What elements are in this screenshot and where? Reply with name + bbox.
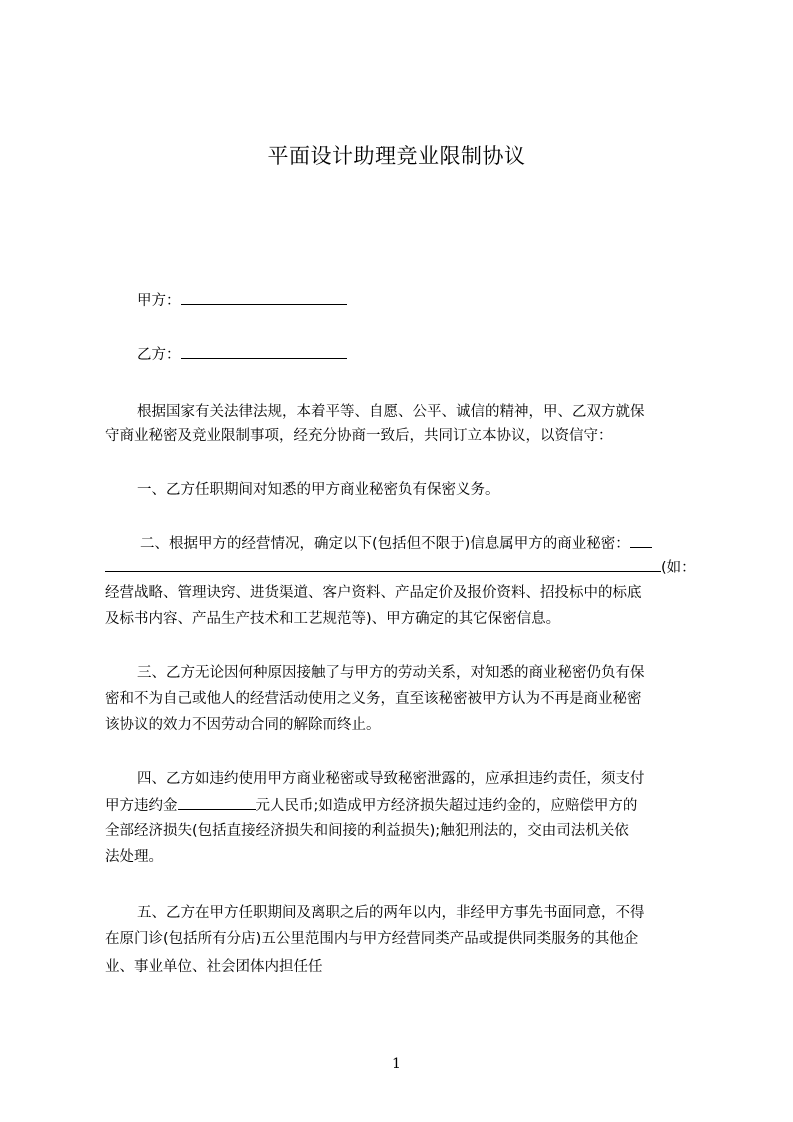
clause-3-line-3: 该协议的效力不因劳动合同的解除而终止。 — [105, 717, 381, 733]
clause-4-line-3: 全部经济损失(包括直接经济损失和间接的利益损失);触犯刑法的，交由司法机关依 — [105, 823, 629, 839]
clause-4-penalty-blank — [178, 795, 256, 810]
clause-4-post: 元人民币;如造成甲方经济损失超过违约金的，应赔偿甲方的 — [255, 798, 638, 814]
document-title: 平面设计助理竞业限制协议 — [267, 144, 526, 168]
clause-5-line-2: 在原门诊(包括所有分店)五公里范围内与甲方经营同类产品或提供同类服务的其他企 — [105, 931, 639, 947]
clause-3-line-1: 三、乙方无论因何种原因接触了与甲方的劳动关系，对知悉的商业秘密仍负有保 — [137, 665, 645, 681]
clause-1-line-1: 一、乙方任职期间对知悉的甲方商业秘密负有保密义务。 — [137, 482, 500, 498]
page-number: 1 — [392, 1056, 401, 1072]
clause-2-tail: (如： — [661, 560, 696, 576]
party-a-line — [137, 290, 347, 311]
clause-2-blank-b — [105, 557, 661, 572]
party-b-label: 乙方： — [137, 347, 181, 363]
party-a-blank — [181, 290, 347, 305]
clause-4-line-4: 法处理。 — [105, 849, 163, 865]
clause-2-line-2 — [105, 557, 696, 578]
clause-3-line-2: 密和不为自己或他人的经营活动使用之义务，直至该秘密被甲方认为不再是商业秘密 — [105, 691, 642, 707]
clause-4-line-2 — [105, 795, 637, 816]
clause-4-line-1: 四、乙方如违约使用甲方商业秘密或导致秘密泄露的，应承担违约责任，须支付 — [137, 771, 645, 787]
clause-2-line-1 — [140, 533, 652, 554]
clause-5-line-3: 业、事业单位、社会团体内担任任 — [105, 959, 323, 975]
clause-2-line-4: 及标书内容、产品生产技术和工艺规范等)、甲方确定的其它保密信息。 — [105, 611, 561, 627]
clause-5-line-1: 五、乙方在甲方任职期间及离职之后的两年以内，非经甲方事先书面同意，不得 — [137, 905, 645, 921]
clause-2-blank-a — [630, 533, 652, 548]
clause-2-line-3: 经营战略、管理诀窍、进货渠道、客户资料、产品定价及报价资料、招投标中的标底 — [105, 585, 642, 601]
party-b-line — [137, 344, 347, 365]
party-a-label: 甲方： — [137, 293, 181, 309]
clause-4-pre: 甲方违约金 — [105, 798, 178, 814]
party-b-blank — [181, 344, 347, 359]
intro-line-1: 根据国家有关法律法规，本着平等、自愿、公平、诚信的精神，甲、乙双方就保 — [137, 404, 645, 420]
intro-line-2: 守商业秘密及竞业限制事项，经充分协商一致后，共同订立本协议，以资信守： — [105, 428, 613, 444]
clause-2-text: 二、根据甲方的经营情况，确定以下(包括但不限于)信息属甲方的商业秘密： — [140, 536, 630, 552]
